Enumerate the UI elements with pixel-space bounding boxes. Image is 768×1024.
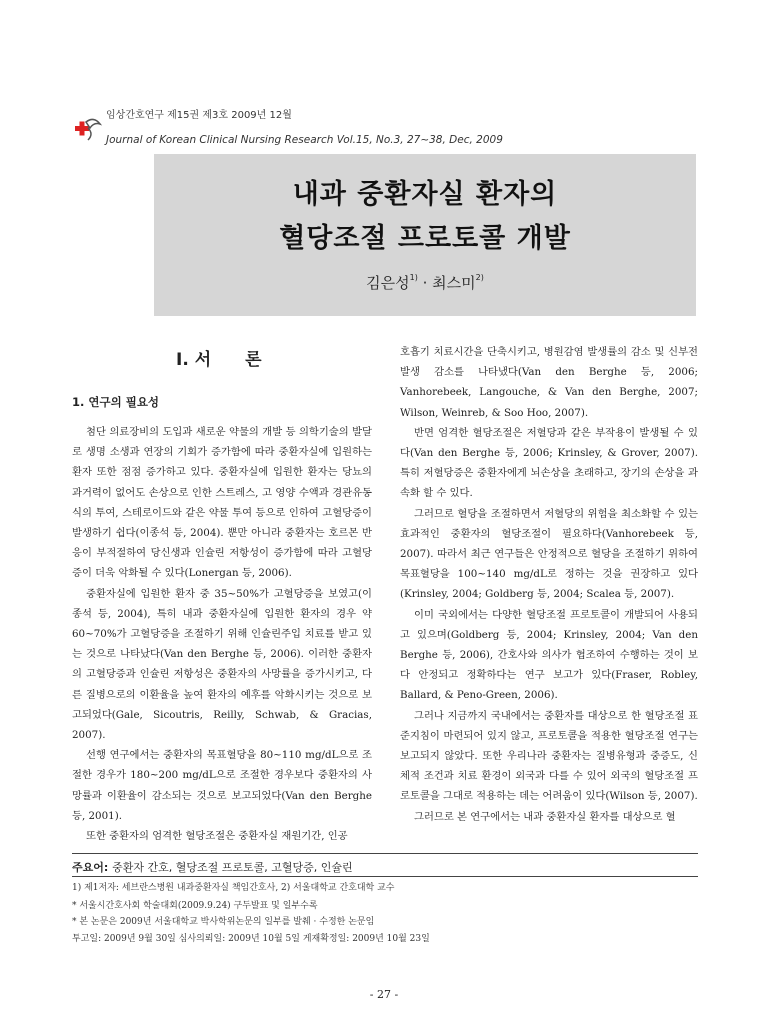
left-paragraph: 첨단 의료장비의 도입과 새로운 약물의 개발 등 의학기술의 발달로 생명 소생과 연장의 기회가 증가함에 따라 중환자실에 입원하는 환자 또한 점점 증가하고 있다. 중환자실에 입원한 환자는 당뇨의 과거력이 없어도 손상으로 인한 스트레스, 고 영양 수액과 경관유동식의 투여, 스테로이드와 같은 약물 투여 등으로 인하여 고혈당증이 발생하기 쉽다(이종석 등, 2004). 뿐만 아니라 중환자는 호르몬 반응이 부적절하여 당신생과 인슐린 저항성이 증가함에 따라 고혈당증이 더욱 악화될 수 있다(Lonergan 등, 2006).: [72, 426, 372, 580]
footer-rule-top: [72, 853, 698, 854]
keywords-text: 중환자 간호, 혈당조절 프로토콜, 고혈당증, 인슐린: [112, 861, 353, 874]
author-sep: ·: [417, 274, 433, 292]
keywords: [72, 859, 353, 875]
right-column: [400, 342, 698, 827]
footnote-presentation: * 서울시간호사회 학술대회(2009.9.24) 구두발표 및 일부수록: [72, 901, 318, 911]
footnote-authors: 1) 제1저자: 세브란스병원 내과중환자실 책임간호사, 2) 서울대학교 간호대학 교수: [72, 883, 395, 893]
section-heading: Ⅰ. 서 론: [176, 350, 262, 370]
right-paragraph: 호흡기 치료시간을 단축시키고, 병원감염 발생률의 감소 및 신부전 발생 감소를 나타냈다(Van den Berghe 등, 2006; Vanhorebeek, Langouche, & Van den Berghe, 2007; Wilson, Weinreb, & Soo Hoo, 2007).: [400, 346, 698, 419]
left-column: [72, 422, 372, 846]
footnote-thesis: * 본 논문은 2009년 서울대학교 박사학위논문의 일부를 발췌 · 수정한 논문임: [72, 917, 375, 927]
title-box: [154, 154, 696, 316]
footnote-dates: 투고일: 2009년 9월 30일 심사의뢰일: 2009년 10월 5일 게재확정일: 2009년 10월 23일: [72, 934, 430, 944]
keywords-label: 주요어:: [72, 861, 113, 874]
authors: [154, 272, 696, 293]
left-paragraph: 중환자실에 입원한 환자 중 35~50%가 고혈당증을 보였고(이종석 등, 2004), 특히 내과 중환자실에 입원한 환자의 경우 약 60~70%가 고혈당증을 조절하기 위해 인슐린주입 치료를 받고 있는 것으로 나타났다(Van den Berghe 등, 2006). 이러한 중환자의 고혈당증과 인슐린 저항성은 중환자의 사망률을 증가시키고, 다른 질병으로의 이환율을 높여 환자의 예후를 악화시키는 것으로 보고되었다(Gale, Sicoutris, Reilly, Schwab, & Gracias, 2007).: [72, 587, 372, 742]
title-line-2: 혈당조절 프로토콜 개발: [279, 223, 571, 254]
right-paragraph: 이미 국외에서는 다양한 혈당조절 프로토콜이 개발되어 사용되고 있으며(Goldberg 등, 2004; Krinsley, 2004; Van den Berghe 등, 2006), 간호사와 의사가 협조하여 수행하는 것이 보다 안정되고 정확하다는 연구 보고가 있다(Fraser, Robley, Ballard, & Peno-Green, 2006).: [400, 608, 698, 702]
subsection-heading: 1. 연구의 필요성: [72, 395, 160, 409]
author-2: 최스미: [432, 274, 476, 292]
author-1: 김은성: [366, 274, 410, 292]
page-number: - 27 -: [369, 988, 399, 1001]
right-paragraph: 반면 엄격한 혈당조절은 저혈당과 같은 부작용이 발생될 수 있다(Van den Berghe 등, 2006; Krinsley, & Grover, 2007). 특히 저혈당증은 중환자에게 뇌손상을 초래하고, 장기의 손상을 과속화 할 수 있다.: [400, 426, 698, 500]
journal-line-korean: 임상간호연구 제15권 제3호 2009년 12월: [106, 110, 292, 121]
left-paragraph: 선행 연구에서는 중환자의 목표혈당을 80~110 mg/dL으로 조절한 경우가 180~200 mg/dL으로 조절한 경우보다 중환자의 사망률과 이환율이 감소되는 것으로 보고되었다(Van den Berghe 등, 2001).: [72, 749, 372, 822]
title-line-1: 내과 중환자실 환자의: [292, 179, 558, 210]
author-1-sup: 1): [409, 273, 418, 282]
footer-rule-bottom: [72, 876, 698, 877]
right-paragraph: 그러나 지금까지 국내에서는 중환자를 대상으로 한 혈당조절 표준지침이 마련되어 있지 않고, 프로토콜을 적용한 혈당조절 연구는 보고되지 않았다. 또한 우리나라 중환자는 질병유형과 중증도, 신체적 조건과 치료 환경이 외국과 다를 수 있어 외국의 혈당조절 프로토콜을 그대로 적용하는 데는 어려움이 있다(Wilson 등, 2007).: [400, 709, 698, 803]
right-paragraph: 그러므로 본 연구에서는 내과 중환자실 환자를 대상으로 혈: [414, 810, 676, 823]
author-2-sup: 2): [475, 273, 484, 282]
journal-logo-icon: [72, 116, 102, 146]
left-paragraph: 또한 중환자의 엄격한 혈당조절은 중환자실 재원기간, 인공: [86, 830, 348, 843]
journal-line-english: Journal of Korean Clinical Nursing Research Vol.15, No.3, 27~38, Dec, 2009: [106, 134, 503, 146]
right-paragraph: 그러므로 혈당을 조절하면서 저혈당의 위험을 최소화할 수 있는 효과적인 중환자의 혈당조절이 필요하다(Vanhorebeek 등, 2007). 따라서 최근 연구들은 안정적으로 혈당을 조절하기 위하여 목표혈당을 100~140 mg/dL로 정하는 것을 권장하고 있다(Krinsley, 2004; Goldberg 등, 2004; Scalea 등, 2007).: [400, 507, 698, 601]
